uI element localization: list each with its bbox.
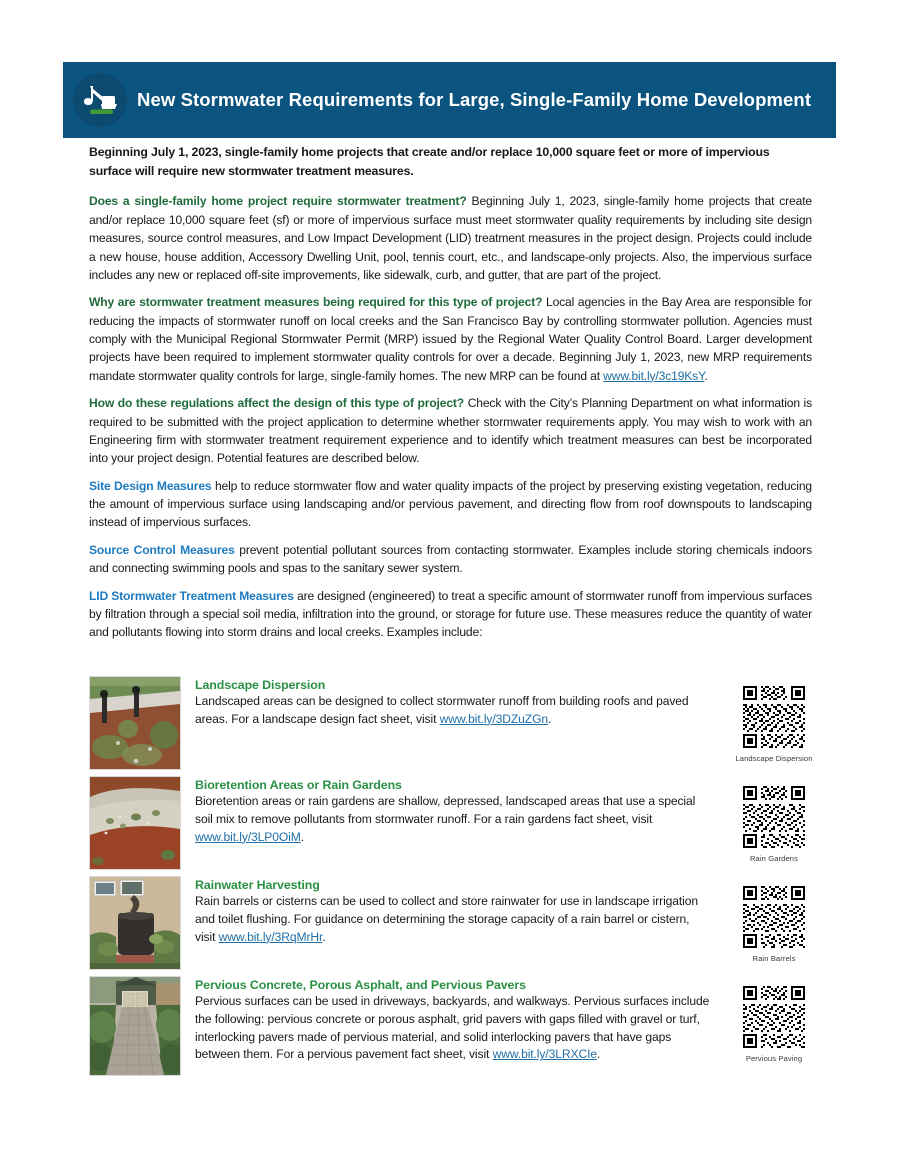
qr-cell <box>719 776 829 863</box>
feature-title: Pervious Concrete, Porous Asphalt, and Pervious Pavers <box>195 978 526 992</box>
link-mrp[interactable]: www.bit.ly/3c19KsY <box>603 368 705 383</box>
section-body-lid-treatment-measures: are designed (engineered) to treat a specific amount of stormwater runoff from impervious surfaces by filtration through a special soil media, infiltration into the ground, or storage for future use. These measures reduce the quantity of water and pollutants flowing into storm drains and local creeks. Examples include: <box>89 588 812 640</box>
document-header <box>63 62 836 138</box>
feature-title: Bioretention Areas or Rain Gardens <box>195 778 402 792</box>
section-source-control-measures <box>89 541 812 578</box>
qr-caption: Pervious Paving <box>745 1054 803 1063</box>
lead-paragraph: Beginning July 1, 2023, single-family home projects that create and/or replace 10,000 square feet or more of impervious surface will require new stormwater treatment measures. <box>89 145 770 178</box>
section-treatment-required <box>89 192 812 284</box>
link-rain-barrels[interactable]: www.bit.ly/3RqMrHr <box>218 929 323 944</box>
lid-examples-list <box>89 676 829 1082</box>
section-design-effects <box>89 394 812 468</box>
qr-code-landscape-dispersion[interactable] <box>741 684 807 750</box>
section-body-why-required: Local agencies in the Bay Area are responsible for reducing the impacts of stormwater runoff on local creeks and the San Francisco Bay by controlling stormwater pollution. Agencies must comply with the Municipal Regional Stormwater Permit (MRP) issued by the Regional Water Quality Control Board. Larger development projects have been required to implement stormwater quality controls for over a decade. Beginning July 1, 2023, new MRP requirements mandate stormwater quality controls for large, single-family homes. The new MRP can be found at <box>89 295 812 383</box>
feature-description-text: Rain barrels or cisterns can be used to collect and store rainwater for use in landscape irrigation and toilet flushing. For guidance on determining the storage capacity of a rain barrel or cistern, visit <box>195 894 699 944</box>
feature-text-block <box>195 776 711 846</box>
section-heading-source-control-measures: Source Control Measures <box>89 542 235 557</box>
feature-text-block <box>195 876 711 946</box>
feature-text-block <box>195 976 711 1064</box>
section-heading-treatment-required: Does a single-family home project require stormwater treatment? <box>89 194 467 209</box>
list-item <box>89 676 829 770</box>
list-item <box>89 876 829 970</box>
feature-text-block <box>195 676 711 729</box>
section-body-site-design-measures: help to reduce stormwater flow and water quality impacts of the project by preserving existing vegetation, reducing the amount of impervious surface using landscaping and/or pervious pavement, and directing flow from roof downspouts to landscaping instead of impervious surfaces. <box>89 478 812 530</box>
section-site-design-measures <box>89 477 812 532</box>
qr-cell <box>719 976 829 1063</box>
feature-description-end: . <box>548 711 552 726</box>
rain-garden-photo <box>89 776 181 870</box>
link-pervious-paving[interactable]: www.bit.ly/3LRXCIe <box>492 1047 597 1062</box>
qr-cell <box>719 876 829 963</box>
link-landscape-dispersion[interactable]: www.bit.ly/3DZuZGn <box>439 711 549 726</box>
feature-description <box>195 893 711 946</box>
qr-code-pervious-paving[interactable] <box>741 984 807 1050</box>
section-body-design-effects: Check with the City’s Planning Department on what information is required to be submitted with the project application to determine whether stormwater requirements apply. You may wish to work with an Engineering firm with stormwater treatment requirement experience and to identify which treatment measures can best be incorporated into your project design. Potential features are described below. <box>89 396 812 466</box>
feature-description <box>195 693 711 729</box>
qr-caption: Landscape Dispersion <box>735 754 813 763</box>
feature-title: Rainwater Harvesting <box>195 878 320 892</box>
qr-code-rain-barrels[interactable] <box>741 884 807 950</box>
landscape-dispersion-photo <box>89 676 181 770</box>
feature-description <box>195 793 711 846</box>
section-heading-design-effects: How do these regulations affect the design of this type of project? <box>89 396 465 411</box>
feature-description-end: . <box>322 929 326 944</box>
section-lid-treatment-measures <box>89 587 812 642</box>
section-body-source-control-measures: prevent potential pollutant sources from contacting stormwater. Examples include storing chemicals indoors and connecting swimming pools and spas to the sanitary sewer system. <box>89 542 813 576</box>
feature-title: Landscape Dispersion <box>195 678 326 692</box>
section-body-why-required-end: . <box>704 368 708 383</box>
qr-caption: Rain Gardens <box>749 854 799 863</box>
feature-description-text: Pervious surfaces can be used in driveways, backyards, and walkways. Pervious surfaces include the following: pervious concrete or porous asphalt, grid pavers with gaps filled with gravel or turf, interlocking pavers made of pervious material, and solid interlocking pavers that have gaps between them. For a pervious pavement fact sheet, visit <box>195 994 710 1062</box>
list-item <box>89 776 829 870</box>
page-title: New Stormwater Requirements for Large, Single-Family Home Development <box>137 88 812 110</box>
excavator-icon <box>73 73 127 127</box>
qr-caption: Rain Barrels <box>752 954 796 963</box>
qr-code-rain-gardens[interactable] <box>741 784 807 850</box>
feature-description-end: . <box>300 829 304 844</box>
qr-cell <box>719 676 829 763</box>
feature-description <box>195 993 711 1064</box>
feature-description-text: Landscaped areas can be designed to collect stormwater runoff from building roofs and paved areas. For a landscape design fact sheet, visit <box>195 694 689 726</box>
rain-barrel-photo <box>89 876 181 970</box>
list-item <box>89 976 829 1076</box>
section-why-required <box>89 293 812 385</box>
section-body-treatment-required: Beginning July 1, 2023, single-family home projects that create and/or replace 10,000 square feet (sf) or more of impervious surface must meet stormwater quality requirements by including site design measures, source control measures, and Low Impact Development (LID) treatment measures in the project design. Projects could include a new house, house addition, Accessory Dwelling Unit, pool, tennis court, etc., and landscape-only projects. Also, the impervious surface includes any new or replaced off-site improvements, like sidewalk, curb, and gutter, that are part of the project. <box>89 194 812 282</box>
logo-container <box>63 62 137 138</box>
pervious-driveway-photo <box>89 976 181 1076</box>
section-heading-site-design-measures: Site Design Measures <box>89 478 212 493</box>
document-body <box>89 143 812 651</box>
feature-description-text: Bioretention areas or rain gardens are shallow, depressed, landscaped areas that use a special soil mix to remove pollutants from stormwater runoff. For a rain gardens fact sheet, visit <box>195 794 696 826</box>
feature-description-end: . <box>596 1047 601 1062</box>
section-heading-why-required: Why are stormwater treatment measures being required for this type of project? <box>89 295 543 310</box>
link-rain-gardens[interactable]: www.bit.ly/3LP0OiM <box>195 829 301 844</box>
section-heading-lid-treatment-measures: LID Stormwater Treatment Measures <box>89 588 294 603</box>
